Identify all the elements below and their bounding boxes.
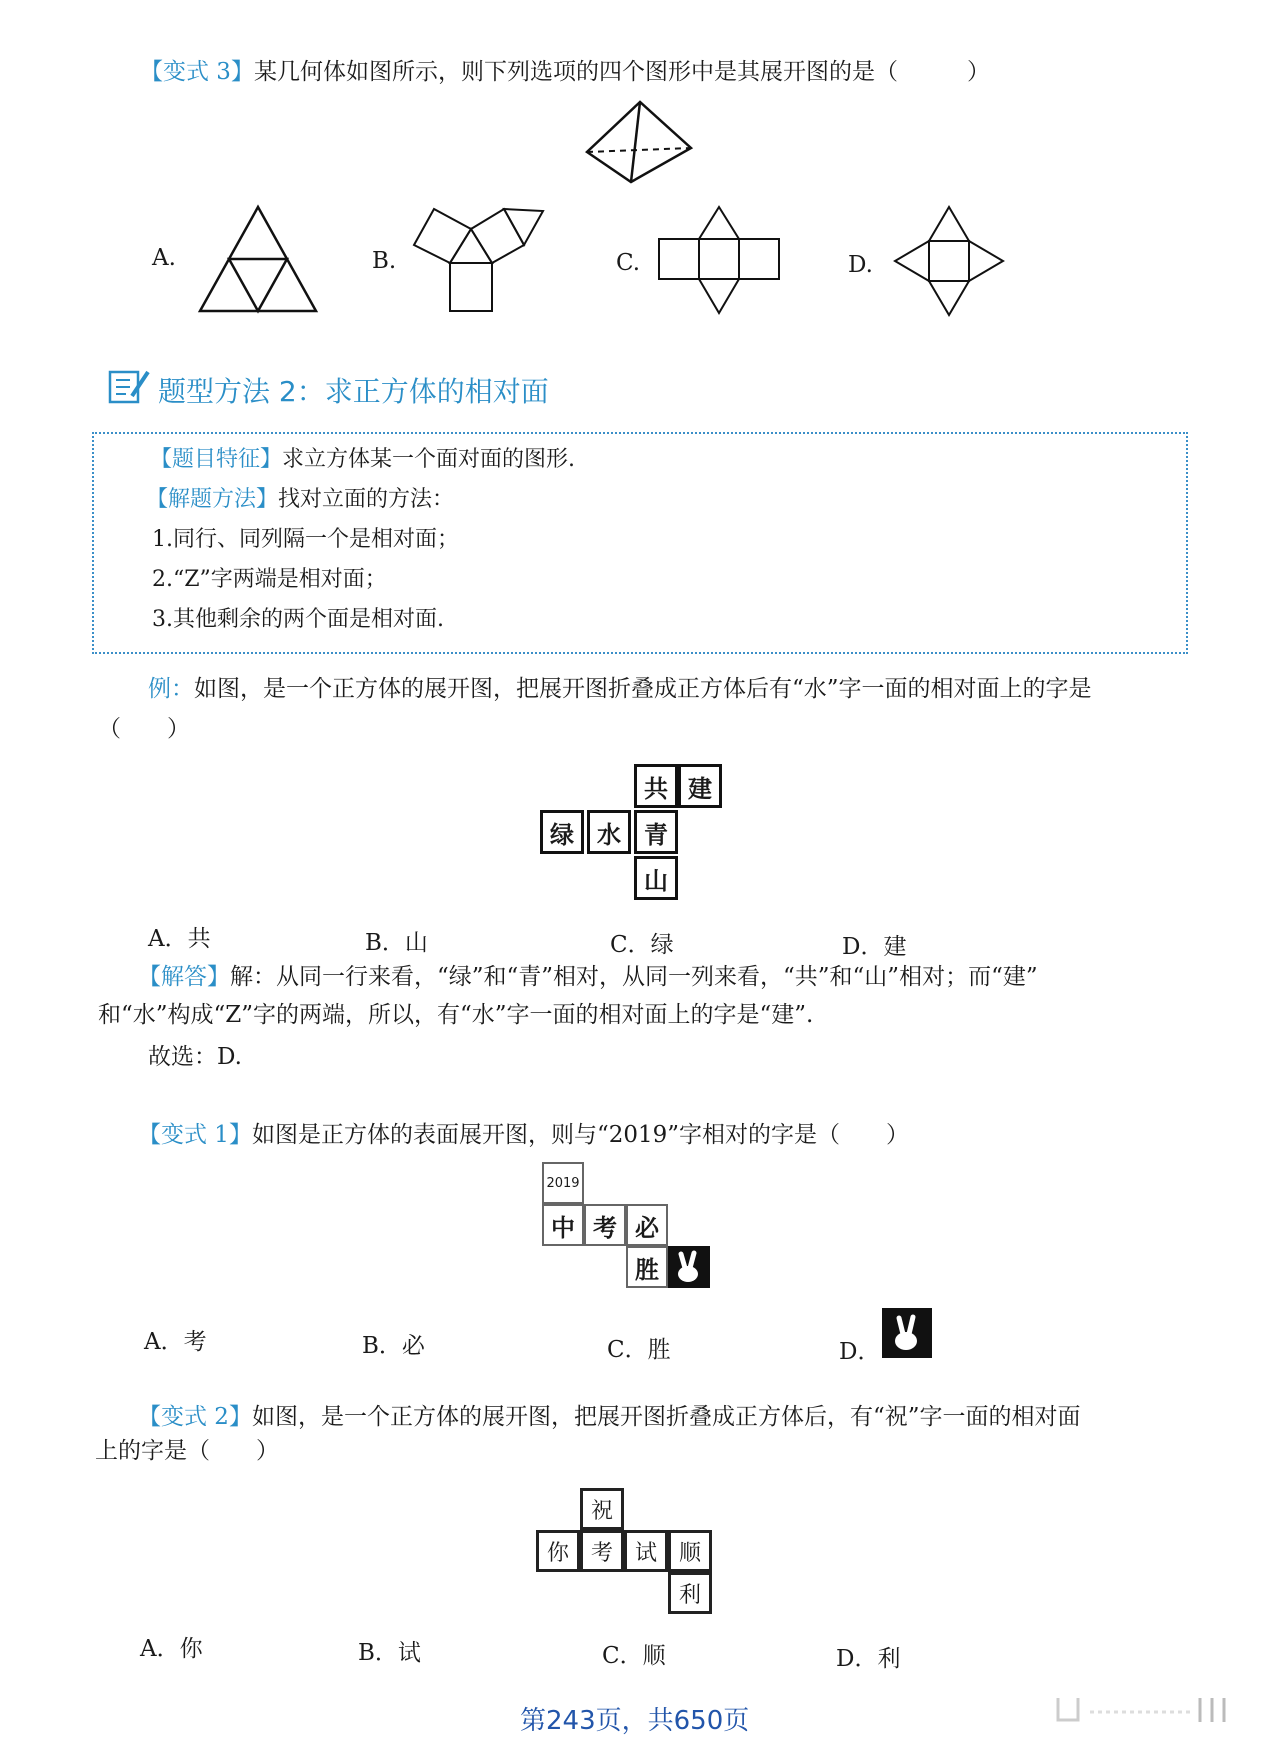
option-c-net (657, 205, 782, 315)
feature-tag: 【题目特征】 (150, 447, 283, 472)
q1-stem (138, 1118, 909, 1152)
q1-option-c[interactable]: C．胜 (607, 1337, 671, 1363)
q2-text-2: 上的字是（ ） (95, 1438, 279, 1464)
example-stem (148, 672, 1092, 706)
answer-line-1 (138, 960, 1038, 994)
solve-text: 找对立面的方法： (278, 487, 455, 512)
example-net-cell: 建 (678, 764, 722, 808)
q3-stem (140, 55, 990, 89)
q1-net-cell: 2019 (542, 1162, 584, 1204)
q1-net-cell: 考 (584, 1204, 626, 1246)
example-tag: 例： (148, 676, 194, 702)
q2-tag: 【变式 2】 (138, 1404, 252, 1430)
answer-line-2: 和“水”构成“Z”字的两端，所以，有“水”字一面的相对面上的字是“建”. (98, 1002, 814, 1028)
example-option-d[interactable]: D．建 (842, 934, 907, 960)
example-net-cell: 共 (634, 764, 678, 808)
q2-option-c[interactable]: C．顺 (602, 1643, 666, 1669)
q3-text: 某几何体如图所示，则下列选项的四个图形中是其展开图的是（ ） (253, 59, 990, 85)
page-number: 第243页，共650页 (520, 1706, 750, 1736)
feature-text: 求立方体某一个面对面的图形. (282, 447, 576, 472)
example-option-a[interactable]: A．共 (148, 926, 211, 952)
answer-line-3: 故选：D. (148, 1044, 242, 1070)
q2-option-d[interactable]: D．利 (836, 1646, 901, 1672)
answer-tag: 【解答】 (138, 964, 230, 990)
method-rule-3: 3.其他剩余的两个面是相对面. (152, 607, 444, 632)
pyramid-figure (585, 100, 695, 190)
q3-tag: 【变式 3】 (140, 59, 254, 85)
q2-net-cell: 你 (536, 1530, 580, 1572)
q3-option-c[interactable]: C. (616, 250, 641, 276)
example-net-cell: 山 (634, 856, 678, 900)
watermark-glyph-icon (1050, 1690, 1250, 1730)
pencil-note-icon (108, 368, 150, 404)
q1-net-cell: 中 (542, 1204, 584, 1246)
example-net-cell: 青 (634, 810, 678, 854)
method-rule-2: 2.“Z”字两端是相对面； (152, 567, 387, 592)
q1-text: 如图是正方体的表面展开图，则与“2019”字相对的字是（ ） (251, 1122, 910, 1148)
method-rule-1: 1.同行、同列隔一个是相对面； (152, 527, 459, 552)
q2-option-b[interactable]: B．试 (358, 1640, 421, 1666)
q2-option-a[interactable]: A．你 (140, 1636, 203, 1662)
option-a-net (198, 205, 318, 313)
q3-option-a[interactable]: A. (152, 245, 176, 271)
q3-option-b[interactable]: B. (372, 248, 397, 274)
option-d-net (893, 205, 1005, 317)
example-text: 如图，是一个正方体的展开图，把展开图折叠成正方体后有“水”字一面的相对面上的字是 (194, 676, 1092, 702)
method-solve-line (146, 482, 454, 513)
example-option-c[interactable]: C．绿 (610, 932, 674, 958)
example-option-b[interactable]: B．山 (365, 930, 428, 956)
q2-stem (138, 1400, 1080, 1434)
q2-text: 如图，是一个正方体的展开图，把展开图折叠成正方体后，有“祝”字一面的相对面 (251, 1404, 1081, 1430)
q1-tag: 【变式 1】 (138, 1122, 252, 1148)
q1-option-a[interactable]: A．考 (144, 1329, 207, 1355)
method-feature-line (150, 442, 575, 473)
q2-net-cell: 顺 (668, 1530, 712, 1572)
q1-net-cell: 胜 (626, 1246, 668, 1288)
q1-option-b[interactable]: B．必 (362, 1333, 425, 1359)
q1-net-cell: 必 (626, 1204, 668, 1246)
victory-hand-icon (668, 1246, 710, 1288)
option-b-net (412, 205, 547, 315)
victory-hand-icon (882, 1308, 932, 1358)
example-net-cell: 水 (587, 810, 631, 854)
q1-option-d[interactable]: D． (839, 1339, 881, 1365)
method-box (92, 432, 1188, 654)
example-blank: （ ） (98, 716, 190, 742)
solve-tag: 【解题方法】 (146, 487, 279, 512)
q2-net-cell: 试 (624, 1530, 668, 1572)
q2-net-cell: 考 (580, 1530, 624, 1572)
answer-text-1: 解：从同一行来看，“绿”和“青”相对，从同一列来看，“共”和“山”相对；而“建” (230, 964, 1038, 990)
example-net-cell: 绿 (540, 810, 584, 854)
q2-net-cell: 利 (668, 1572, 712, 1614)
method-title: 题型方法 2：求正方体的相对面 (158, 375, 549, 408)
q2-net-cell: 祝 (580, 1488, 624, 1530)
q3-option-d[interactable]: D. (848, 252, 873, 278)
